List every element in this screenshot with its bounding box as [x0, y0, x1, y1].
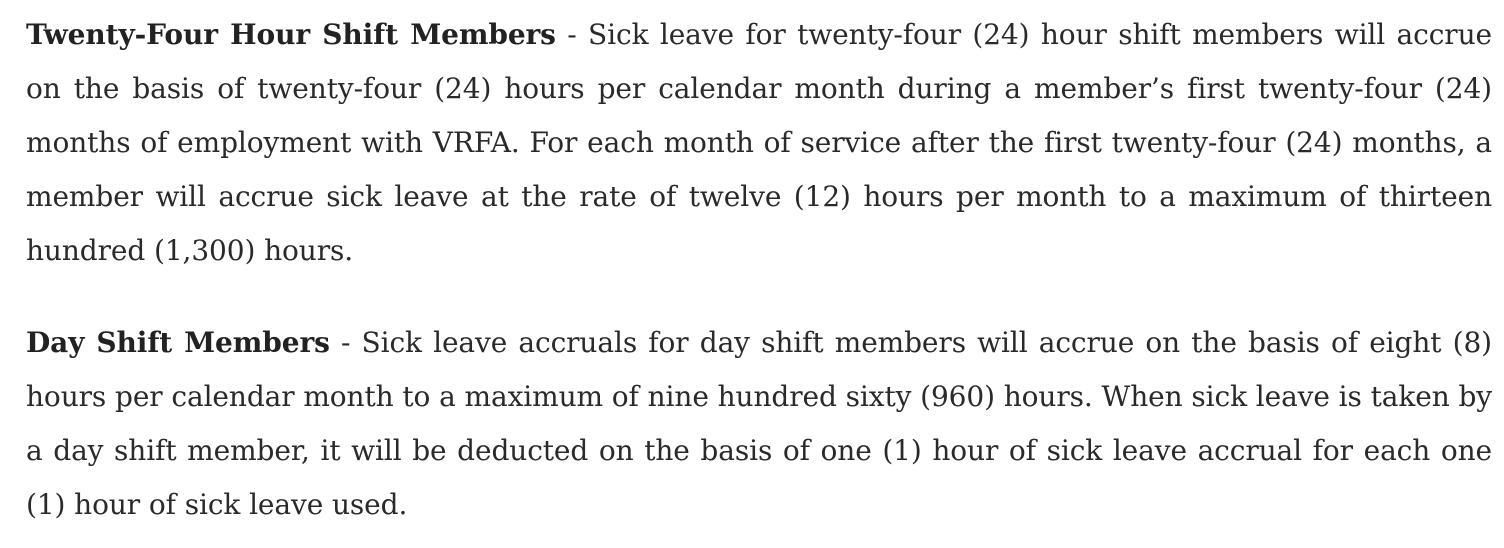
section-body-twenty-four-hour-shift: Sick leave for twenty-four (24) hour shift members will accrue on the basis of twenty-four (24) hours per calendar month during a member’s first twenty-four (24) months of employment with VRFA. For each month of service after the first twenty-four (24) months, a member will accrue sick leave at the rate of twelve (12) hours per month to a maximum of thirteen hundred (1,300) hours. — [26, 18, 1493, 267]
section-body-day-shift: Sick leave accruals for day shift members will accrue on the basis of eight (8) hours per calendar month to a maximum of nine hundred sixty (960) hours. When sick leave is taken by a day shift member, it will be deducted on the basis of one (1) hour of sick leave accrual for each one (1) hour of sick leave used. — [26, 326, 1492, 521]
section-heading-twenty-four-hour-shift: Twenty-Four Hour Shift Members — [26, 18, 556, 51]
paragraph-twenty-four-hour-shift — [26, 8, 1492, 278]
document-page — [26, 8, 1492, 532]
heading-separator: - — [329, 326, 362, 359]
paragraph-day-shift — [26, 316, 1492, 532]
section-heading-day-shift: Day Shift Members — [26, 326, 330, 359]
heading-separator: - — [555, 18, 589, 51]
